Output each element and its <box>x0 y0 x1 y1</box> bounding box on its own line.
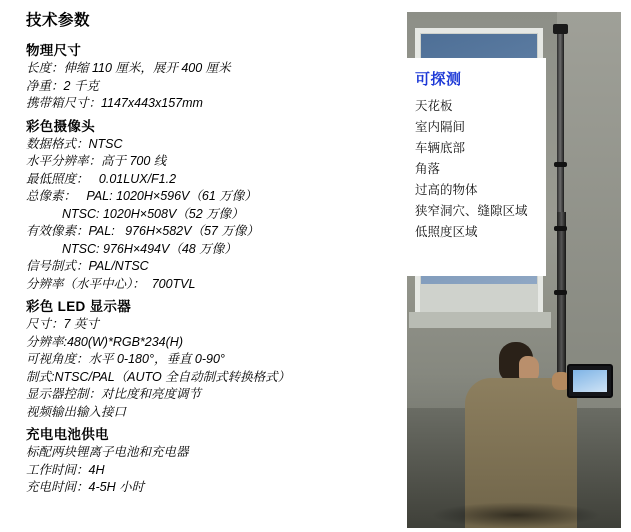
section-heading: 彩色 LED 显示器 <box>26 299 132 314</box>
spec-line: 可视角度：水平 0-180°，垂直 0-90° <box>26 352 225 366</box>
section-heading: 物理尺寸 <box>26 43 82 58</box>
page-title: 技术参数 <box>26 12 91 29</box>
monitor-screen <box>573 370 607 392</box>
callout-item: 狭窄洞穴、缝隙区域 <box>415 204 528 218</box>
spec-line: 标配两块锂离子电池和充电器 <box>26 445 189 459</box>
callout-item: 过高的物体 <box>415 183 478 197</box>
spec-line: 有效像素：PAL: 976H×582V（57 万像） <box>26 224 259 238</box>
spec-line: NTSC: 1020H×508V（52 万像） <box>62 206 244 221</box>
pole-ring <box>554 226 567 231</box>
spec-line: 信号制式：PAL/NTSC <box>26 259 149 273</box>
spec-line: 制式:NTSC/PAL（AUTO 全自动制式转换格式） <box>26 369 291 384</box>
spec-line: 工作时间：4H <box>26 462 105 477</box>
spec-line: 最低照度： 0.01LUX/F1.2 <box>26 171 177 186</box>
pole-ring <box>554 162 567 167</box>
handheld-monitor <box>567 364 613 398</box>
spec-section <box>26 39 400 113</box>
spec-line: 尺寸：7 英寸 <box>26 317 99 331</box>
callout-title: 可探测 <box>415 71 462 88</box>
spec-line: 分辨率:480(W)*RGB*234(H) <box>26 334 183 349</box>
spec-line: 显示器控制：对比度和亮度调节 <box>26 387 202 401</box>
telescopic-pole-lower <box>557 212 566 387</box>
detection-callout <box>407 58 546 276</box>
spec-line: 携带箱尺寸：1147x443x157mm <box>26 96 203 110</box>
spec-line: NTSC: 976H×494V（48 万像） <box>62 241 237 256</box>
pole-ring <box>554 290 567 295</box>
spec-section <box>26 295 400 421</box>
spec-line: 总像素： PAL: 1020H×596V（61 万像） <box>26 189 257 203</box>
spec-line: 长度：伸缩 110 厘米，展开 400 厘米 <box>26 61 231 75</box>
pole-camera-head <box>553 24 568 34</box>
callout-item: 车辆底部 <box>415 141 466 155</box>
spec-section <box>26 423 400 497</box>
callout-item: 低照度区域 <box>415 225 478 239</box>
callout-item: 角落 <box>415 162 441 176</box>
section-heading: 彩色摄像头 <box>26 118 95 134</box>
spec-line: 分辨率（水平中心）： 700TVL <box>26 276 196 291</box>
spec-line: 视频输出输入接口 <box>26 404 127 419</box>
spec-line: 数据格式：NTSC <box>26 136 123 151</box>
section-heading: 充电电池供电 <box>26 427 109 442</box>
callout-item: 室内隔间 <box>415 120 466 134</box>
callout-item: 天花板 <box>415 99 453 113</box>
floor-shadow <box>431 502 601 528</box>
spec-line: 充电时间：4-5H 小时 <box>26 480 145 494</box>
spec-line: 净重：2 千克 <box>26 78 99 93</box>
spec-line: 水平分辨率：高于 700 线 <box>26 154 167 168</box>
spec-section <box>26 115 400 294</box>
photo-window-sill <box>409 312 551 328</box>
product-photo <box>407 12 621 528</box>
